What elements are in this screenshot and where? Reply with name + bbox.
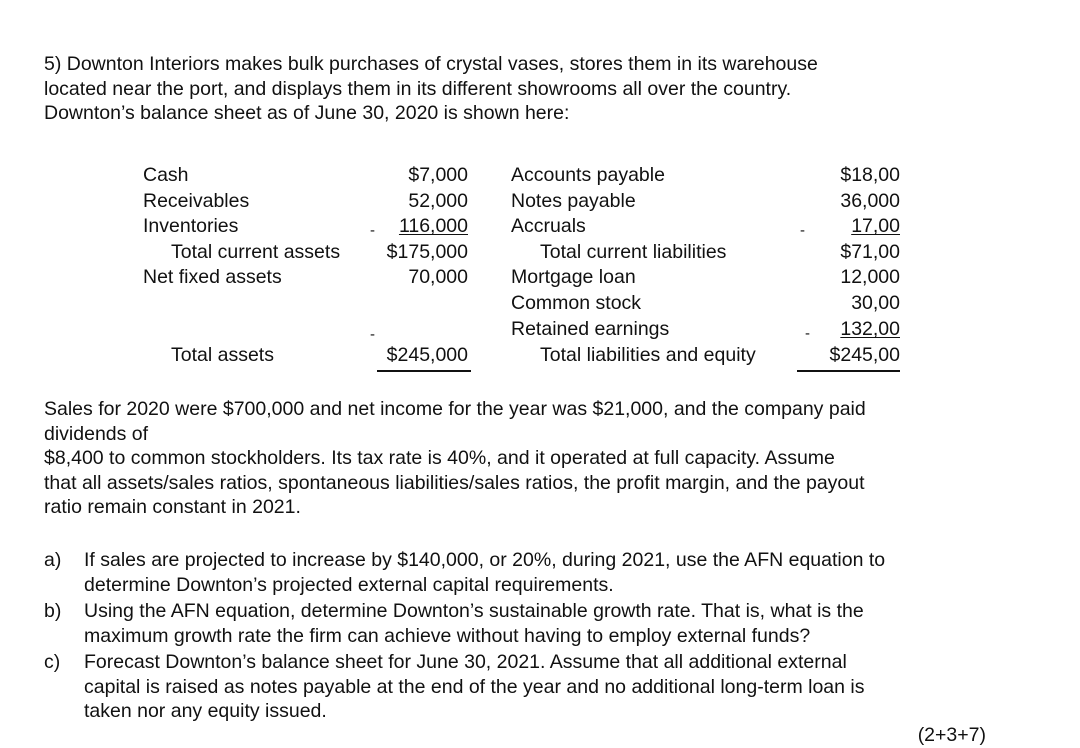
question-line: maximum growth rate the firm can achieve without having to employ external funds? bbox=[84, 624, 811, 647]
question-line: Forecast Downton’s balance sheet for June 30, 2021. Assume that all additional external bbox=[84, 651, 847, 673]
cash-label: Cash bbox=[143, 164, 189, 186]
net-fixed-assets-label: Net fixed assets bbox=[143, 266, 282, 288]
dash-mark: - bbox=[370, 222, 375, 239]
sales-line: Sales for 2020 were $700,000 and net income for the year was $21,000, and the company paid bbox=[44, 398, 866, 420]
sales-line: that all assets/sales ratios, spontaneous liabilities/sales ratios, the profit margin, and the payout bbox=[44, 471, 865, 494]
total-assets-label: Total assets bbox=[171, 344, 274, 366]
accruals-label: Accruals bbox=[511, 215, 586, 237]
question-b bbox=[44, 599, 994, 648]
net-fixed-assets-value: 70,000 bbox=[408, 266, 468, 288]
common-stock-label: Common stock bbox=[511, 292, 642, 314]
sales-line: ratio remain constant in 2021. bbox=[44, 496, 301, 518]
inventories-label: Inventories bbox=[143, 215, 239, 237]
intro-line: Downton’s balance sheet as of June 30, 2020 is shown here: bbox=[44, 102, 570, 124]
question-line: Using the AFN equation, determine Downton’s sustainable growth rate. That is, what is the bbox=[84, 600, 864, 622]
question-label: c) bbox=[44, 651, 61, 673]
question-a bbox=[44, 548, 994, 597]
question-label: b) bbox=[44, 600, 62, 622]
retained-earnings-value: 132,00 bbox=[840, 318, 900, 340]
total-liabilities-rule bbox=[797, 370, 900, 372]
dash-mark: - bbox=[800, 222, 805, 239]
total-assets-rule bbox=[377, 370, 471, 372]
question-line: capital is raised as notes payable at the end of the year and no additional long-term loan is bbox=[84, 675, 865, 698]
accruals-value: 17,00 bbox=[851, 215, 900, 237]
sales-line: dividends of bbox=[44, 422, 149, 445]
retained-earnings-label: Retained earnings bbox=[511, 318, 670, 340]
intro-line: located near the port, and displays them in its different showrooms all over the country. bbox=[44, 77, 792, 100]
receivables-label: Receivables bbox=[143, 190, 250, 212]
notes-payable-label: Notes payable bbox=[511, 190, 636, 212]
total-current-liabilities-label: Total current liabilities bbox=[540, 241, 727, 263]
receivables-value: 52,000 bbox=[408, 190, 468, 212]
dash-mark: - bbox=[805, 325, 810, 342]
sales-line: $8,400 to common stockholders. Its tax rate is 40%, and it operated at full capacity. Assume bbox=[44, 447, 835, 469]
accounts-payable-label: Accounts payable bbox=[511, 164, 665, 186]
total-liabilities-equity-value: $245,00 bbox=[829, 344, 900, 366]
mortgage-loan-label: Mortgage loan bbox=[511, 266, 636, 288]
sales-paragraph bbox=[44, 397, 1004, 520]
question-c bbox=[44, 650, 994, 724]
total-current-liabilities-value: $71,00 bbox=[840, 241, 900, 263]
question-line: determine Downton’s projected external capital requirements. bbox=[84, 573, 614, 596]
intro-line: 5) Downton Interiors makes bulk purchases of crystal vases, stores them in its warehouse bbox=[44, 53, 818, 75]
notes-payable-value: 36,000 bbox=[840, 190, 900, 212]
total-assets-value: $245,000 bbox=[386, 344, 468, 366]
question-line: taken nor any equity issued. bbox=[84, 700, 327, 722]
common-stock-value: 30,00 bbox=[851, 292, 900, 314]
mortgage-loan-value: 12,000 bbox=[840, 266, 900, 288]
total-current-assets-label: Total current assets bbox=[171, 241, 341, 263]
question-line: If sales are projected to increase by $140,000, or 20%, during 2021, use the AFN equation to bbox=[84, 549, 886, 571]
question-label: a) bbox=[44, 549, 62, 571]
marks-allocation: (2+3+7) bbox=[917, 724, 986, 746]
dash-mark: - bbox=[370, 326, 375, 343]
cash-value: $7,000 bbox=[408, 164, 468, 186]
inventories-value: 116,000 bbox=[398, 215, 468, 237]
accounts-payable-value: $18,00 bbox=[840, 164, 900, 186]
total-current-assets-value: $175,000 bbox=[386, 241, 468, 263]
total-liabilities-equity-label: Total liabilities and equity bbox=[540, 344, 756, 366]
intro-paragraph bbox=[44, 52, 1004, 126]
